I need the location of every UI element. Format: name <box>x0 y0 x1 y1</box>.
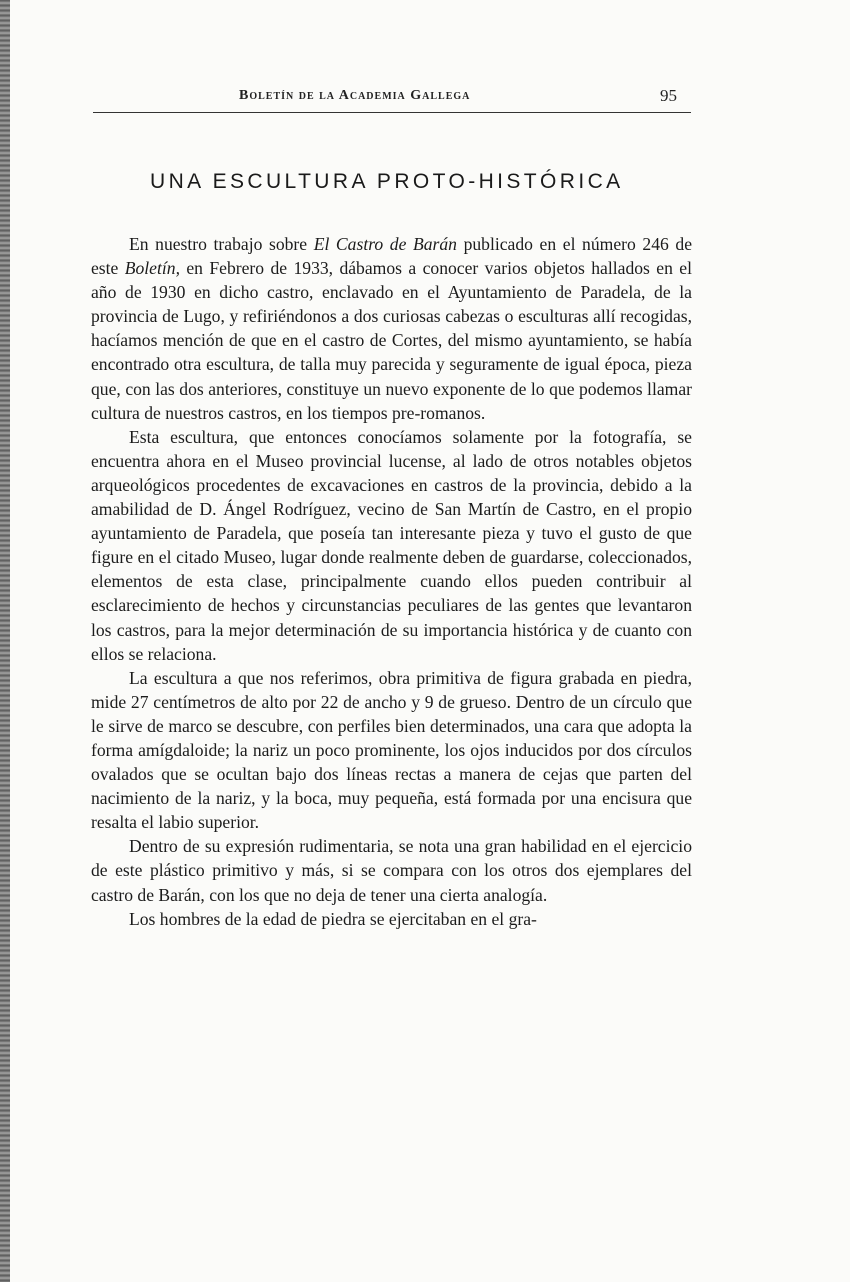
paragraph-3: La escultura a que nos referimos, obra primitiva de figura grabada en piedra, mide 27 centímetros de alto por 22 de ancho y 9 de grueso. Dentro de un círculo que le sirve de marco se descubre, con perfiles bien determinados, una cara que adopta la forma amígdaloide; la nariz un poco prominente, los ojos inducidos por dos círculos ovalados que se ocultan bajo dos líneas rectas a manera de cejas que parten del nacimiento de la nariz, y la boca, muy pequeña, está formada por una encisura que resalta el labio superior. <box>91 667 692 833</box>
paragraph-1: En nuestro trabajo sobre El Castro de Barán publicado en el número 246 de este Boletín, en Febrero de 1933, dábamos a conocer varios objetos hallados en el año de 1930 en dicho castro, enclavado en el Ayuntamiento de Paradela, de la provincia de Lugo, y refiriéndonos a dos curiosas cabezas o esculturas allí recogidas, hacíamos mención de que en el castro de Cortes, del mismo ayuntamiento, se había encontrado otra escultura, de talla muy parecida y seguramente de igual época, pieza que, con las dos anteriores, constituye un nuevo exponente de lo que podemos llamar cultura de nuestros castros, en los tiempos pre-romanos. <box>91 234 693 423</box>
running-head: Boletín de la Academia Gallega <box>239 88 471 103</box>
page-header <box>93 82 693 110</box>
paragraph-5: Los hombres de la edad de piedra se ejercitaban en el gra- <box>129 908 537 929</box>
article-body <box>91 232 692 931</box>
journal-name: Boletín, <box>124 258 180 279</box>
page-binding-edge <box>0 0 10 1282</box>
work-title: El Castro de Barán <box>313 234 457 254</box>
paragraph-2: Esta escultura, que entonces conocíamos solamente por la fotografía, se encuentra ahora en el Museo provincial lucense, al lado de otros notables objetos arqueológicos procedentes de excavaciones en castros de la provincia, debido a la amabilidad de D. Ángel Rodríguez, vecino de San Martín de Castro, en el propio ayuntamiento de Paradela, que poseía tan interesante pieza y tuvo el gusto de que figure en el citado Museo, lugar donde realmente deben de guardarse, coleccionados, elementos de esta clase, principalmente cuando ellos pueden contribuir al esclarecimiento de hechos y circunstancias peculiares de las gentes que levantaron los castros, para la mejor determinación de su importancia histórica y de cuanto con ellos se relaciona. <box>91 426 692 664</box>
header-rule <box>93 112 691 113</box>
page-number: 95 <box>660 86 677 105</box>
article-title: UNA ESCULTURA PROTO-HISTÓRICA <box>150 170 624 193</box>
paragraph-4: Dentro de su expresión rudimentaria, se nota una gran habilidad en el ejercicio de este plástico primitivo y más, si se compara con los otros dos ejemplares del castro de Barán, con los que no deja de tener una cierta analogía. <box>91 836 692 905</box>
